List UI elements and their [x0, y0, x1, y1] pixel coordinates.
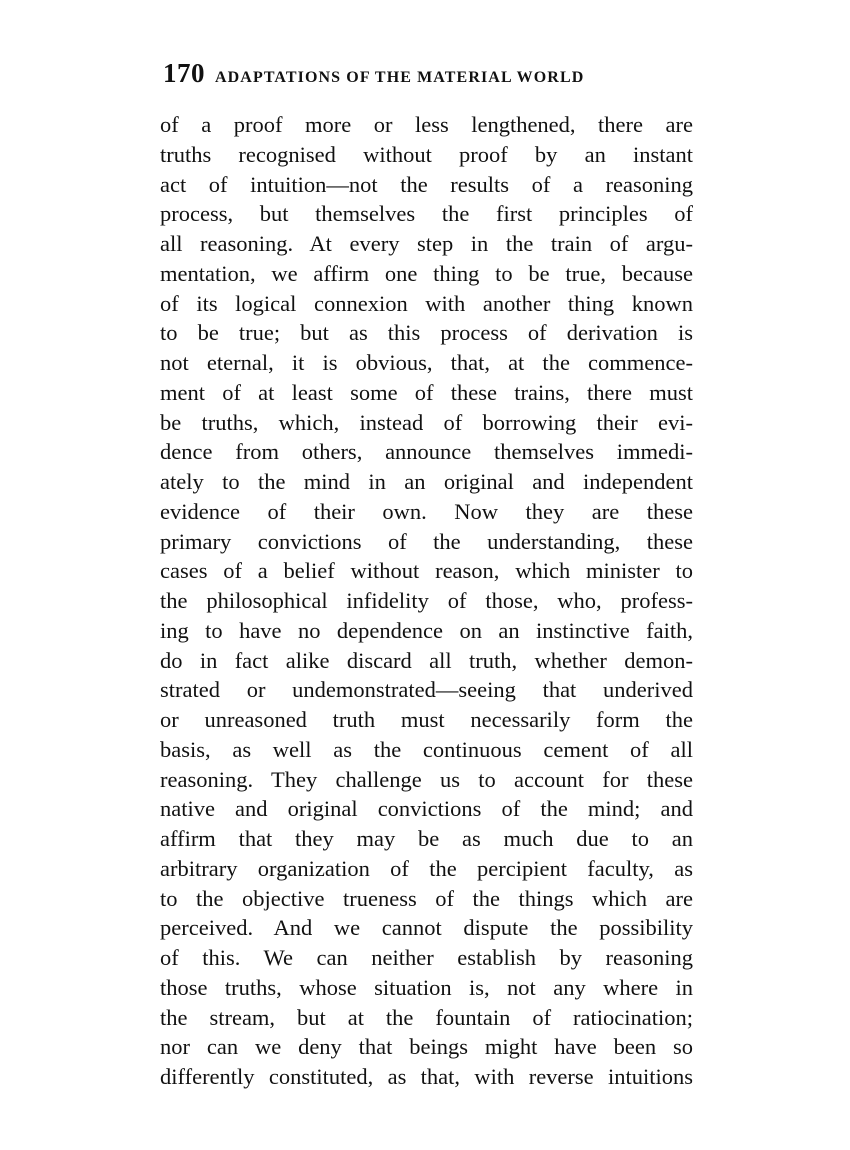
text-line: act of intuition—not the results of a reasoning	[160, 171, 693, 197]
text-line: not eternal, it is obvious, that, at the commence-	[160, 350, 693, 375]
text-line: differently constituted, as that, with reverse intuitions	[160, 1064, 693, 1089]
text-line: do in fact alike discard all truth, whether demon-	[160, 647, 693, 673]
text-line: dence from others, announce themselves immedi-	[160, 439, 693, 465]
text-line: the philosophical infidelity of those, who, profess-	[160, 588, 693, 613]
text-line: to the objective trueness of the things which are	[160, 885, 693, 911]
body-text	[160, 110, 693, 1092]
text-line: the stream, but at the fountain of ratiocination;	[160, 1004, 693, 1030]
text-line: cases of a belief without reason, which minister to	[160, 558, 693, 584]
text-line: or unreasoned truth must necessarily form the	[160, 707, 693, 732]
text-line: ately to the mind in an original and independent	[160, 469, 693, 494]
running-title: ADAPTATIONS OF THE MATERIAL WORLD	[215, 69, 585, 86]
text-line: of a proof more or less lengthened, there are	[160, 112, 693, 137]
text-line: of this. We can neither establish by reasoning	[160, 945, 693, 970]
page-number: 170	[163, 58, 205, 88]
text-line: ing to have no dependence on an instinctive faith,	[160, 617, 693, 643]
text-line: be truths, which, instead of borrowing their evi-	[160, 409, 693, 435]
text-line: ment of at least some of these trains, there must	[160, 379, 693, 405]
text-line: those truths, whose situation is, not any where in	[160, 974, 693, 1000]
running-head	[163, 58, 693, 92]
text-line: of its logical connexion with another thing known	[160, 290, 693, 316]
text-line: basis, as well as the continuous cement of all	[160, 736, 693, 762]
text-line: nor can we deny that beings might have been so	[160, 1034, 693, 1060]
text-line: evidence of their own. Now they are these	[160, 498, 693, 524]
text-line: process, but themselves the first principles of	[160, 201, 693, 227]
text-line: arbitrary organization of the percipient faculty, as	[160, 855, 693, 881]
text-line: affirm that they may be as much due to an	[160, 826, 693, 851]
text-line: strated or undemonstrated—seeing that underived	[160, 677, 693, 703]
text-line: all reasoning. At every step in the train of argu-	[160, 231, 693, 256]
text-line: primary convictions of the understanding, these	[160, 528, 693, 554]
text-line: to be true; but as this process of derivation is	[160, 320, 693, 346]
text-line: reasoning. They challenge us to account for these	[160, 766, 693, 792]
text-line: perceived. And we cannot dispute the possibility	[160, 915, 693, 941]
text-line: native and original convictions of the mind; and	[160, 796, 693, 822]
text-line: mentation, we affirm one thing to be true, because	[160, 260, 693, 286]
text-line: truths recognised without proof by an instant	[160, 141, 693, 167]
